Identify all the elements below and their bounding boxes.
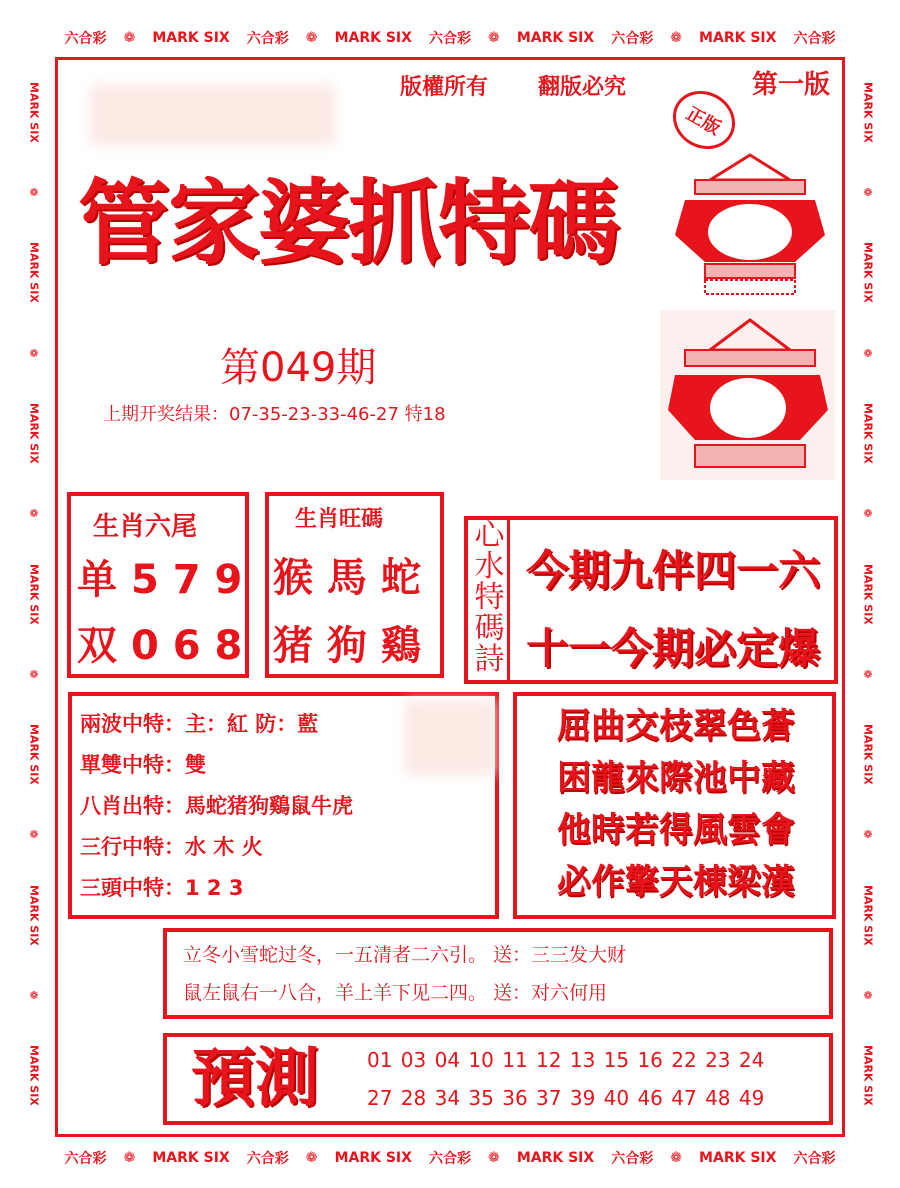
even-row [77,614,242,671]
hint-row [80,827,353,868]
hint-row [80,704,353,745]
flower-icon: ❁ [305,30,318,46]
poem-line: 十一今期必定爆 [526,624,821,673]
flower-icon: ❁ [27,989,41,1003]
blurred-area [90,85,335,145]
hint-label: 八肖出特： [80,794,185,818]
riddle-line: 立冬小雪蛇过冬，一五清者二六引。 送：三三发大财 [183,944,627,966]
border-logo: 六合彩 [793,1151,836,1167]
zodiac-tail-box [67,492,249,678]
border-text: MARK SIX [152,30,230,46]
border-logo: 六合彩 [428,1151,471,1167]
hint-row [80,745,353,786]
poem-side-label: 心水特碼詩 [472,520,510,680]
page-title: 管家婆抓特碼 [78,169,619,277]
zodiac-hot-row: 猪 狗 鷄 [273,623,421,669]
hint-label: 三行中特： [80,835,185,859]
copyright-text: 版權所有 [400,74,489,100]
lantern-illustration-icon [660,310,835,480]
border-text: MARK SIX [27,563,41,625]
flower-icon: ❁ [488,1150,500,1166]
zodiac-hot-box [265,492,444,678]
hint-value: 主：紅 防：藍 [185,712,319,736]
hint-value: 1 2 3 [185,876,244,900]
border-logo: 六合彩 [793,31,836,47]
hints-list [80,704,353,909]
hint-label: 單雙中特： [80,753,185,777]
border-bottom [56,1146,844,1170]
even-label: 双 [77,623,117,669]
odd-row [77,548,242,605]
flower-icon: ❁ [861,185,875,199]
border-text: MARK SIX [861,724,875,785]
flower-icon: ❁ [861,507,875,521]
zodiac-tail-heading: 生肖六尾 [93,512,198,542]
border-text: MARK SIX [516,30,595,46]
poem4-line: 必作擎天棟梁漢 [557,862,795,902]
border-logo: 六合彩 [246,1151,289,1167]
border-text: MARK SIX [699,30,777,46]
flower-icon: ❁ [305,1150,318,1166]
prediction-row: 27 28 34 35 36 37 39 40 46 47 48 49 [367,1086,765,1110]
flower-icon: ❁ [123,1150,136,1166]
issue-number: 第049期 [220,345,377,391]
hint-value: 水 木 火 [185,835,263,859]
poem4-line: 屈曲交枝翠色蒼 [557,706,795,746]
border-text: MARK SIX [861,402,875,464]
flower-icon: ❁ [670,30,682,46]
no-copy-text: 翻版必究 [538,74,627,100]
border-text: MARK SIX [861,1045,875,1107]
flower-icon: ❁ [123,30,136,46]
poem4-lines [557,700,795,908]
edition-label: 第一版 [752,70,831,100]
poem4-box [513,692,836,919]
border-top [56,26,844,50]
riddle-line: 鼠左鼠右一八合，羊上羊下见二四。 送：对六何用 [183,982,608,1004]
border-text: MARK SIX [861,563,875,625]
flower-icon: ❁ [488,30,500,46]
hint-label: 三頭中特： [80,876,185,900]
border-text: MARK SIX [27,1045,41,1107]
border-text: MARK SIX [334,30,412,46]
border-text: MARK SIX [334,1150,412,1166]
border-text: MARK SIX [27,402,41,464]
hint-row [80,786,353,827]
odd-numbers: 5 7 9 [130,557,243,603]
flower-icon: ❁ [861,828,875,842]
lantern-illustration-icon [665,150,835,300]
zodiac-hot-heading: 生肖旺碼 [295,506,384,532]
border-logo: 六合彩 [428,31,471,47]
flower-icon: ❁ [27,507,41,521]
flower-icon: ❁ [27,667,41,681]
border-text: MARK SIX [27,81,41,143]
hint-row [80,868,353,909]
poem-line: 今期九伴四一六 [526,546,821,595]
poem-box [464,516,838,684]
border-logo: 六合彩 [64,1151,107,1167]
border-text: MARK SIX [861,884,875,946]
flower-icon: ❁ [861,989,875,1003]
flower-icon: ❁ [861,667,875,681]
hint-label: 兩波中特： [80,712,185,736]
prediction-label: 預測 [191,1042,319,1116]
border-right [856,60,880,1128]
hint-value: 雙 [185,753,206,777]
genuine-seal: 正版 [662,80,745,160]
border-text: MARK SIX [27,884,41,946]
border-logo: 六合彩 [611,1151,654,1167]
poem4-line: 他時若得風雲會 [557,810,795,850]
odd-label: 单 [77,557,117,603]
flower-icon: ❁ [27,828,41,842]
flower-icon: ❁ [861,346,875,360]
border-text: MARK SIX [516,1150,595,1166]
flower-icon: ❁ [27,346,41,360]
border-logo: 六合彩 [246,31,289,47]
border-text: MARK SIX [27,242,41,304]
last-result: 上期开奖结果：07-35-23-33-46-27 特18 [103,404,446,425]
border-logo: 六合彩 [64,31,107,47]
border-text: MARK SIX [27,724,41,785]
poem4-line: 困龍來際池中藏 [557,758,795,798]
border-text: MARK SIX [152,1150,230,1166]
even-numbers: 0 6 8 [130,623,243,669]
flower-icon: ❁ [670,1150,682,1166]
border-left [22,60,46,1128]
blurred-area [405,700,495,775]
border-logo: 六合彩 [611,31,654,47]
riddle-box [163,928,833,1019]
border-text: MARK SIX [699,1150,777,1166]
flower-icon: ❁ [27,185,41,199]
prediction-box [163,1033,833,1125]
prediction-row: 01 03 04 10 11 12 13 15 16 22 23 24 [367,1048,765,1072]
riddle-lines [183,936,626,1012]
hint-value: 馬蛇猪狗鷄鼠牛虎 [185,794,353,818]
border-text: MARK SIX [861,81,875,143]
border-text: MARK SIX [861,242,875,304]
prediction-numbers [367,1041,764,1117]
zodiac-hot-row: 猴 馬 蛇 [273,555,421,601]
